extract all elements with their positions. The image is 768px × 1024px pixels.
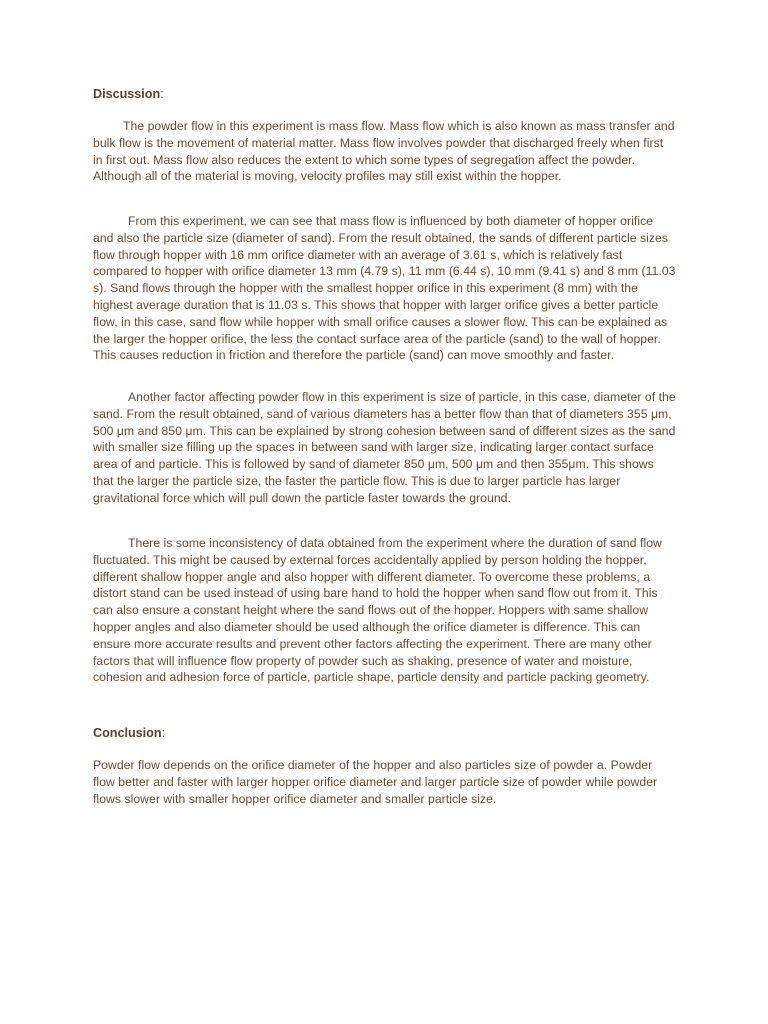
discussion-heading: Discussion — [93, 87, 161, 101]
conclusion-paragraph: Powder flow depends on the orifice diameter of the hopper and also particles size of powder a. Powder flow better and faster with larger hopper orifice diameter and larger particle size of powder while powder flows slower with smaller hopper orifice diameter and smaller particle size. — [93, 758, 658, 806]
discussion-paragraph-2-block — [93, 213, 676, 364]
conclusion-paragraph-block — [93, 757, 676, 807]
discussion-heading-colon: : — [160, 87, 164, 101]
discussion-paragraph-1-block — [93, 118, 676, 185]
discussion-paragraph-3-block — [93, 389, 676, 507]
discussion-paragraph: There is some inconsistency of data obtained from the experiment where the duration of sand flow fluctuated. This might be caused by external forces accidentally applied by person holding the hopper, different shallow hopper angle and also hopper with different diameter. To overcome these problems, a distort stand can be used instead of using bare hand to hold the hopper when sand flow out from it. This can also ensure a constant height where the sand flows out of the hopper. Hoppers with same shallow hopper angles and also diameter should be used although the orifice diameter is difference. This can ensure more accurate results and prevent other factors affecting the experiment. There are many other factors that will influence flow property of powder such as shaking, presence of water and moisture, cohesion and adhesion force of particle, particle shape, particle density and particle packing geometry. — [93, 536, 662, 685]
discussion-paragraph: The powder flow in this experiment is mass flow. Mass flow which is also known as mass transfer and bulk flow is the movement of material matter. Mass flow involves powder that discharged freely when first in first out. Mass flow also reduces the extent to which some types of segregation affect the powder. Although all of the material is moving, velocity profiles may still exist within the hopper. — [93, 119, 675, 184]
conclusion-heading: Conclusion — [93, 726, 162, 740]
discussion-paragraph-4-block — [93, 535, 676, 686]
conclusion-heading-colon: : — [161, 726, 166, 740]
conclusion-heading-line — [93, 725, 676, 742]
discussion-paragraph: Another factor affecting powder flow in this experiment is size of particle, in this case, diameter of the sand. From the result obtained, sand of various diameters has a better flow than that of diameters 355 μm, 500 μm and 850 μm. This can be explained by strong cohesion between sand of different sizes as the sand with smaller size filling up the spaces in between sand with larger size, indicating larger contact surface area of and particle. This is followed by sand of diameter 850 μm, 500 μm and then 355μm. This shows that the larger the particle size, the faster the particle flow. This is due to larger particle has larger gravitational force which will pull down the particle faster towards the ground. — [93, 390, 676, 505]
discussion-heading-line — [93, 86, 676, 103]
discussion-paragraph: From this experiment, we can see that mass flow is influenced by both diameter of hopper orifice and also the particle size (diameter of sand). From the result obtained, the sands of different particle sizes flow through hopper with 16 mm orifice diameter with an average of 3.61 s, which is relatively fast compared to hopper with orifice diameter 13 mm (4.79 s), 11 mm (6.44 s), 10 mm (9.41 s) and 8 mm (11.03 s). Sand flows through the hopper with the smallest hopper orifice in this experiment (8 mm) with the highest average duration that is 11.03 s. This shows that hopper with larger orifice gives a better particle flow, in this case, sand flow while hopper with small orifice causes a slower flow. This can be explained as the larger the hopper orifice, the less the contact surface area of the particle (sand) to the wall of hopper. This causes reduction in friction and therefore the particle (sand) can move smoothly and faster. — [93, 214, 676, 363]
